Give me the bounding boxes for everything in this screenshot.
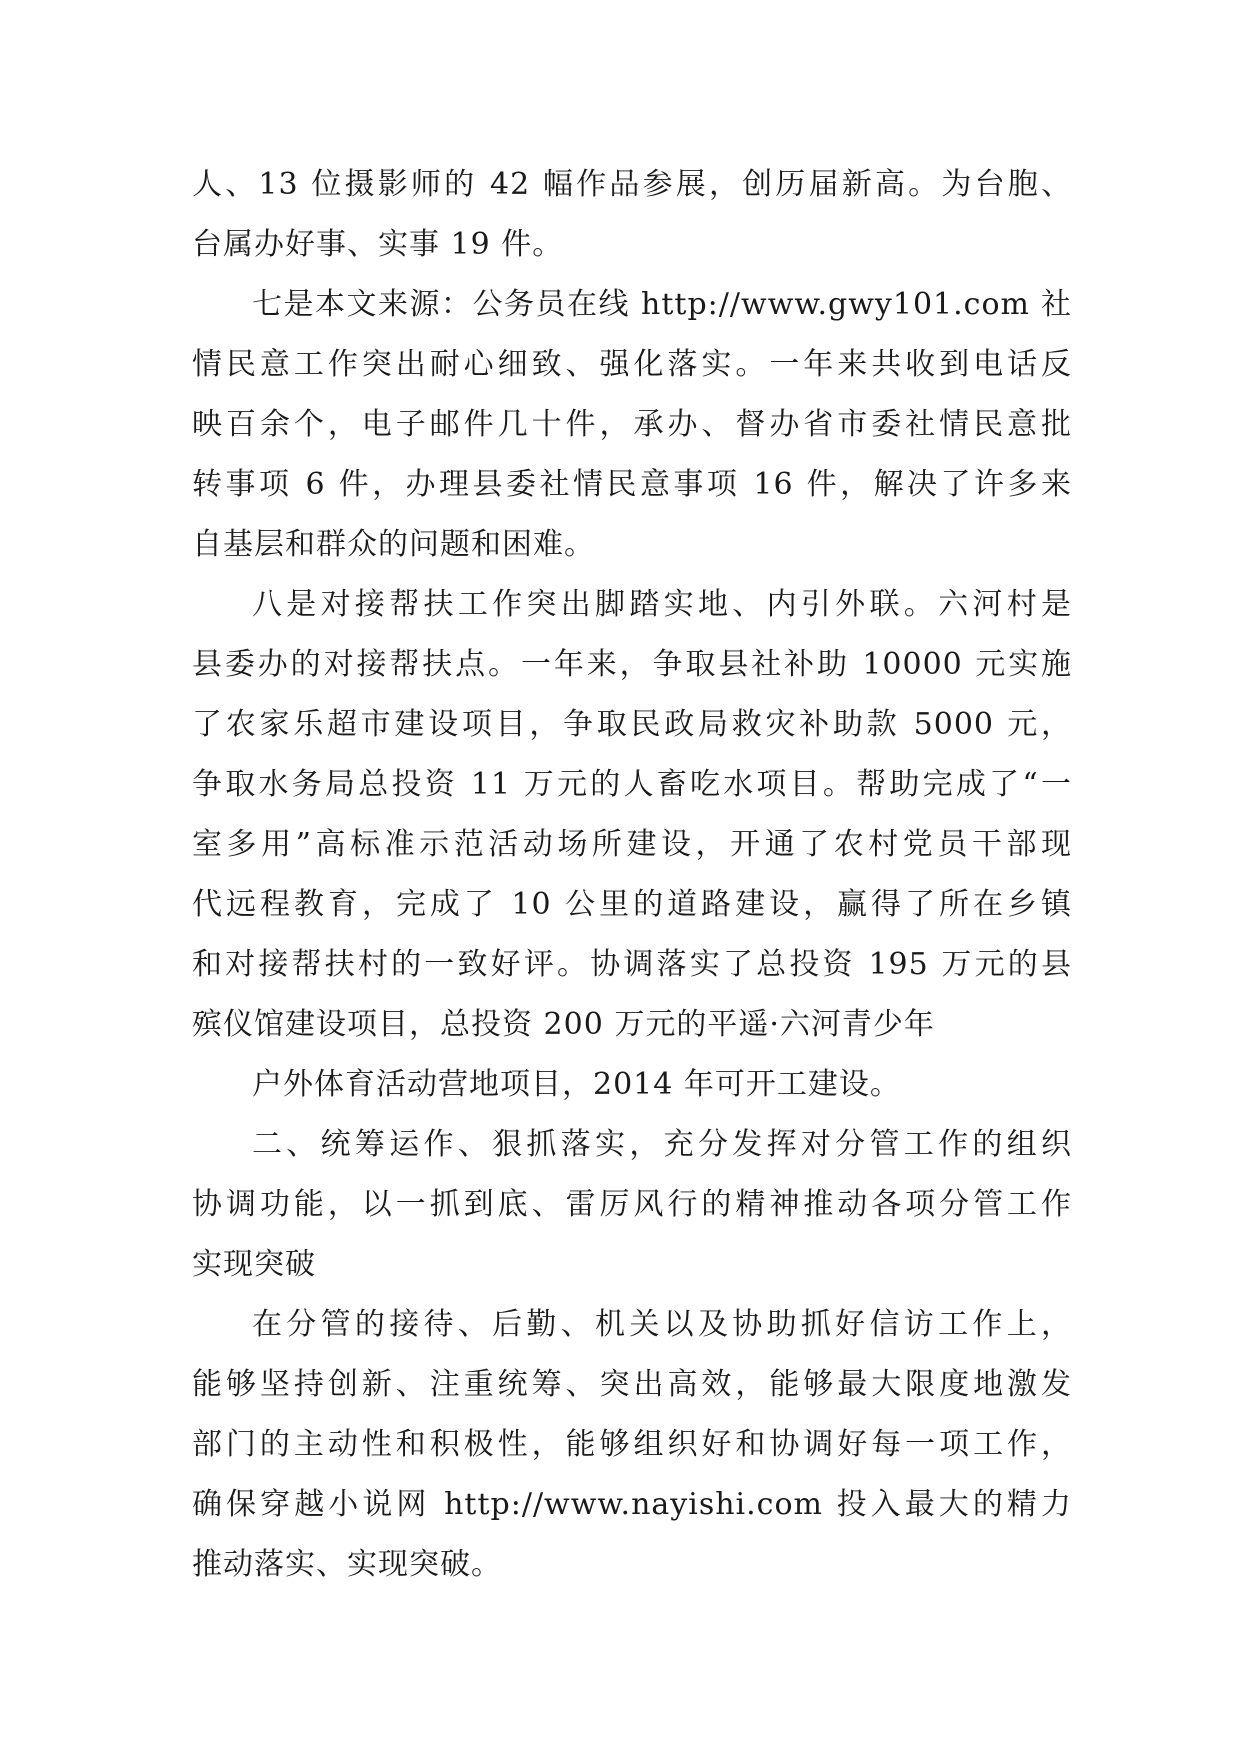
text-line: 人、13 位摄影师的 42 幅作品参展，创历届新高。为台胞、: [192, 167, 1072, 202]
text-line: 部门的主动性和积极性，能够组织好和协调好每一项工作，: [192, 1427, 1072, 1462]
paragraph-first-line: 七是本文来源：公务员在线 http://www.gwy101.com 社: [252, 287, 1072, 322]
text-line: 县委办的对接帮扶点。一年来，争取县社补助 10000 元实施: [192, 647, 1072, 682]
text-line: 确保穿越小说网 http://www.nayishi.com 投入最大的精力: [192, 1487, 1072, 1522]
text-line: 了农家乐超市建设项目，争取民政局救灾补助款 5000 元，: [192, 707, 1072, 742]
text-line: 能够坚持创新、注重统筹、突出高效，能够最大限度地激发: [192, 1367, 1072, 1402]
text-line: 和对接帮扶村的一致好评。协调落实了总投资 195 万元的县: [192, 947, 1072, 982]
section-heading-line: 协调功能，以一抓到底、雷厉风行的精神推动各项分管工作: [192, 1187, 1072, 1222]
text-line: 室多用”高标准示范活动场所建设，开通了农村党员干部现: [192, 827, 1072, 862]
paragraph-first-line: 八是对接帮扶工作突出脚踏实地、内引外联。六河村是: [252, 587, 1072, 622]
text-line: 台属办好事、实事 19 件。: [192, 227, 564, 262]
text-line: 映百余个，电子邮件几十件，承办、督办省市委社情民意批: [192, 407, 1072, 442]
text-line: 情民意工作突出耐心细致、强化落实。一年来共收到电话反: [192, 347, 1072, 382]
text-line: 推动落实、实现突破。: [192, 1547, 502, 1582]
text-line: 自基层和群众的问题和困难。: [192, 527, 595, 562]
paragraph-first-line: 在分管的接待、后勤、机关以及协助抓好信访工作上，: [252, 1307, 1072, 1342]
text-line: 代远程教育，完成了 10 公里的道路建设，赢得了所在乡镇: [192, 887, 1072, 922]
section-heading-line: 实现突破: [192, 1247, 316, 1282]
paragraph-first-line: 户外体育活动营地项目，2014 年可开工建设。: [252, 1067, 901, 1102]
section-heading-line: 二、统筹运作、狠抓落实，充分发挥对分管工作的组织: [252, 1127, 1072, 1162]
text-line: 争取水务局总投资 11 万元的人畜吃水项目。帮助完成了“一: [192, 767, 1072, 802]
text-line: 转事项 6 件，办理县委社情民意事项 16 件，解决了许多来: [192, 467, 1072, 502]
text-line: 殡仪馆建设项目，总投资 200 万元的平遥·六河青少年: [192, 1007, 935, 1042]
document-body: [192, 155, 1072, 1595]
